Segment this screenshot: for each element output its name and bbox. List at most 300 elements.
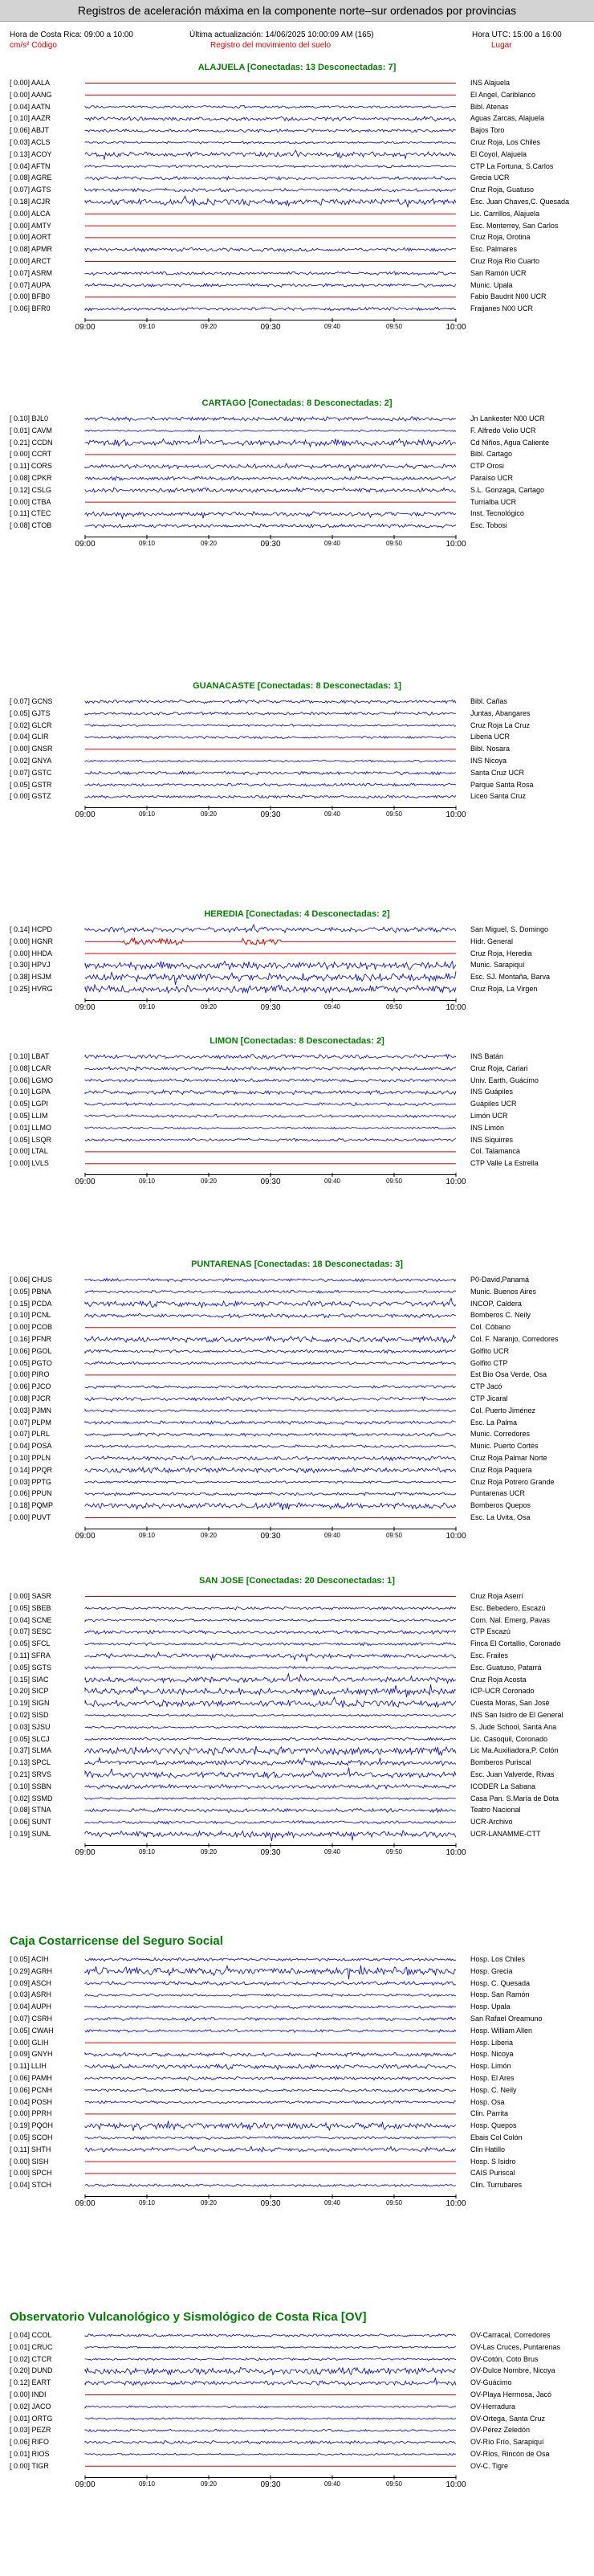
station-place: S. Jude School, Santa Ana — [470, 1722, 557, 1731]
axis-tick-label: 09:30 — [260, 810, 281, 820]
station-code[interactable]: [ 0.06] PJCO — [10, 1382, 51, 1391]
station-place: Hosp. C. Quesada — [470, 1978, 531, 1987]
axis-tick-label: 09:00 — [75, 1847, 96, 1857]
station-code[interactable]: [ 0.05] SFCL — [10, 1639, 51, 1648]
seismogram-trace — [85, 1397, 456, 1401]
seismogram-trace — [85, 1982, 456, 1986]
station-place: San Ramón UCR — [470, 268, 527, 277]
station-code[interactable]: [ 0.08] LCAR — [10, 1063, 51, 1072]
station-place: INCOP, Caldera — [470, 1299, 522, 1308]
seismogram-trace — [85, 736, 456, 738]
seismogram-trace — [85, 1758, 456, 1766]
station-code[interactable]: [ 0.12] CSLG — [10, 485, 52, 494]
seismogram-trace — [85, 271, 456, 276]
group-title: SAN JOSE [Conectadas: 20 Desconectadas: 1] — [199, 1576, 395, 1586]
seismogram-trace — [85, 1714, 456, 1717]
station-code[interactable]: [ 0.08] APMR — [10, 245, 53, 254]
station-code[interactable]: [ 0.07] PLPM — [10, 1418, 52, 1427]
station-code[interactable]: [ 0.02] JACO — [10, 2402, 51, 2411]
station-code[interactable]: [ 0.00] LTAL — [10, 1147, 48, 1156]
station-code[interactable]: [ 0.12] EART — [10, 2378, 51, 2387]
station-code[interactable]: [ 0.14] HCPD — [10, 925, 53, 933]
station-code[interactable]: [ 0.10] SSBN — [10, 1782, 52, 1790]
station-place: Limón UCR — [470, 1112, 508, 1120]
station-place: OV-Cotón, Coto Brus — [470, 2354, 539, 2363]
station-place: Hidr. General — [470, 937, 514, 945]
station-place: F. Alfredo Volio UCR — [470, 426, 536, 435]
station-code[interactable]: [ 0.18] PQMP — [10, 1501, 54, 1510]
station-code[interactable]: [ 0.11] CORS — [10, 462, 52, 471]
station-code[interactable]: [ 0.05] GJTS — [10, 708, 51, 717]
station-code[interactable]: [ 0.00] PIRO — [10, 1370, 50, 1379]
station-code[interactable]: [ 0.00] SASR — [10, 1592, 52, 1600]
station-code[interactable]: [ 0.05] LLIM — [10, 1112, 48, 1120]
station-code[interactable]: [ 0.06] CHUS — [10, 1276, 53, 1284]
seismogram-trace — [85, 247, 456, 251]
station-code[interactable]: [ 0.15] SIAC — [10, 1675, 49, 1684]
disconnected-trace — [85, 938, 456, 945]
station-place: Col. Puerto Jiménez — [470, 1406, 536, 1415]
seismogram-trace — [85, 196, 456, 206]
station-code[interactable]: [ 0.04] AATN — [10, 102, 51, 111]
station-code[interactable]: [ 0.05] SGTS — [10, 1663, 52, 1672]
station-code[interactable]: [ 0.06] BFR0 — [10, 304, 51, 313]
station-code[interactable]: [ 0.20] DUND — [10, 2366, 53, 2375]
station-code[interactable]: [ 0.09] GNYH — [10, 2050, 53, 2059]
axis-tick-label: 09:20 — [200, 2480, 218, 2488]
station-code[interactable]: [ 0.21] CCDN — [10, 438, 53, 447]
time-axis — [85, 1845, 456, 1846]
station-code[interactable]: [ 0.11] SFRA — [10, 1651, 51, 1659]
station-code[interactable]: [ 0.01] CRUC — [10, 2342, 53, 2351]
station-place: Cruz Roja Potrero Grande — [470, 1477, 555, 1486]
group-title: CARTAGO [Conectadas: 8 Desconectadas: 2] — [201, 398, 393, 408]
axis-tick-label: 09:50 — [385, 810, 403, 819]
station-place: Aguas Zarcas, Alajuela — [470, 114, 545, 123]
station-code[interactable]: [ 0.19] PQOH — [10, 2121, 54, 2130]
station-code[interactable]: [ 0.09] ASCH — [10, 1978, 52, 1987]
station-code[interactable]: [ 0.00] ARCT — [10, 257, 51, 265]
station-code[interactable]: [ 0.10] PPLN — [10, 1454, 51, 1462]
station-place: Esc. La Uvita, Osa — [470, 1513, 531, 1521]
seismogram-trace — [85, 1421, 456, 1425]
station-code[interactable]: [ 0.18] ACJR — [10, 198, 51, 206]
axis-tick-label: 09:10 — [138, 810, 156, 819]
station-code[interactable]: [ 0.05] LSQR — [10, 1135, 52, 1144]
station-code[interactable]: [ 0.06] PPUN — [10, 1489, 52, 1498]
seismogram-trace — [85, 1784, 456, 1789]
station-place: Cruz Roja Aserrí — [470, 1592, 524, 1600]
seismogram-trace — [85, 2052, 456, 2056]
station-code[interactable]: [ 0.00] GSTZ — [10, 792, 51, 801]
station-code[interactable]: [ 0.02] CTCR — [10, 2354, 52, 2363]
station-code[interactable]: [ 0.01] CAVM — [10, 426, 52, 435]
station-place: Guápiles UCR — [470, 1100, 517, 1108]
station-code[interactable]: [ 0.07] ASRM — [10, 268, 53, 277]
station-code[interactable]: [ 0.21] SRVS — [10, 1770, 51, 1778]
station-place: OV-Las Cruces, Puntarenas — [470, 2342, 561, 2351]
station-place: Hosp. Quepos — [470, 2121, 517, 2130]
station-code[interactable]: [ 0.00] GLIH — [10, 2038, 49, 2047]
station-code[interactable]: [ 0.38] HSJM — [10, 973, 52, 982]
station-code[interactable]: [ 0.07] CSRH — [10, 2015, 53, 2023]
station-code[interactable]: [ 0.00] AALA — [10, 79, 51, 87]
station-code[interactable]: [ 0.01] RIOS — [10, 2450, 50, 2458]
station-code[interactable]: [ 0.05] CWAH — [10, 2026, 54, 2035]
station-code[interactable]: [ 0.00] PCOB — [10, 1323, 53, 1332]
seismogram-trace — [85, 2088, 456, 2092]
seismogram-trace — [85, 2100, 456, 2104]
station-place: Cd Niños, Agua Caliente — [470, 438, 550, 447]
station-code[interactable]: [ 0.10] LBAT — [10, 1052, 50, 1060]
time-axis — [85, 1174, 456, 1175]
axis-tick-label: 10:00 — [446, 1531, 466, 1541]
station-code[interactable]: [ 0.19] SIGN — [10, 1699, 50, 1708]
station-code[interactable]: [ 0.11] CTEC — [10, 509, 51, 518]
station-code[interactable]: [ 0.00] HHDA — [10, 949, 53, 957]
station-code[interactable]: [ 0.37] SLMA — [10, 1746, 52, 1755]
station-code[interactable]: [ 0.00] SPCH — [10, 2169, 52, 2178]
station-code[interactable]: [ 0.29] AGRH — [10, 1966, 53, 1975]
station-place: Cruz Roja, Orotina — [470, 233, 531, 242]
station-code[interactable]: [ 0.06] ABJT — [10, 126, 50, 135]
seismogram-trace — [85, 1643, 456, 1646]
station-code[interactable]: [ 0.07] GCNS — [10, 697, 53, 705]
station-place: Finca El Cortallio, Coronado — [470, 1639, 561, 1648]
station-place: Bomberos Puriscal — [470, 1758, 531, 1767]
seismogram-trace — [85, 1468, 456, 1473]
station-code[interactable]: [ 0.00] GNSR — [10, 745, 53, 753]
axis-tick-label: 09:00 — [75, 2199, 96, 2208]
station-code[interactable]: [ 0.25] HVRG — [10, 985, 53, 993]
station-code[interactable]: [ 0.13] SPCL — [10, 1758, 51, 1767]
seismogram-trace — [85, 512, 456, 519]
station-place: Cruz Roja Río Cuarto — [470, 257, 540, 265]
station-code[interactable]: [ 0.03] PPTG — [10, 1477, 52, 1486]
station-place: Hosp. S Isidro — [470, 2157, 516, 2166]
place-link[interactable]: Lugar — [491, 41, 512, 50]
station-code[interactable]: [ 0.10] AAZR — [10, 114, 51, 123]
station-place: Jn Lankester N00 UCR — [470, 414, 545, 423]
station-code[interactable]: [ 0.07] AGTS — [10, 186, 51, 194]
seismogram-trace — [85, 463, 456, 471]
station-code[interactable]: [ 0.00] AANG — [10, 90, 52, 99]
station-code[interactable]: [ 0.11] SHTH — [10, 2145, 51, 2153]
seismogram-trace — [85, 105, 456, 108]
station-code[interactable]: [ 0.00] ALCA — [10, 209, 51, 218]
station-place: Hosp. Limón — [470, 2062, 511, 2071]
station-place: OV-Ríos, Rincón de Osa — [470, 2450, 550, 2458]
seismogram-trace — [85, 1386, 456, 1389]
station-code[interactable]: [ 0.10] BJL0 — [10, 414, 49, 423]
station-code[interactable]: [ 0.01] ORTG — [10, 2414, 53, 2423]
seismogram-trace — [85, 2334, 456, 2337]
station-code[interactable]: [ 0.11] LLIH — [10, 2062, 47, 2071]
station-place: CTP Valle La Estrella — [470, 1159, 539, 1168]
station-place: Liceo Santa Cruz — [470, 792, 527, 801]
station-code[interactable]: [ 0.30] HPVJ — [10, 961, 51, 970]
station-place: Bajos Toro — [470, 126, 505, 135]
seismogram-trace — [85, 1994, 456, 1996]
axis-tick-label: 09:40 — [323, 1002, 341, 1010]
station-place: El Coyol, Alajuela — [470, 149, 527, 158]
station-code[interactable]: [ 0.04] STCH — [10, 2181, 52, 2190]
station-code[interactable]: [ 0.06] RIFO — [10, 2438, 50, 2447]
seismogram-trace — [85, 1127, 456, 1129]
station-place: Teatro Nacional — [470, 1806, 521, 1815]
axis-tick-label: 09:10 — [138, 2199, 156, 2207]
seismogram-trace — [85, 2184, 456, 2187]
station-place: INS Alajuela — [470, 79, 511, 87]
station-code[interactable]: [ 0.03] ACLS — [10, 138, 51, 146]
station-code[interactable]: [ 0.08] PJCR — [10, 1394, 51, 1402]
seismogram-trace — [85, 1606, 456, 1610]
station-place: INS Guápiles — [470, 1088, 514, 1096]
group-title: HEREDIA [Conectadas: 4 Desconectadas: 2] — [204, 909, 390, 919]
station-code[interactable]: [ 0.00] AMTY — [10, 221, 52, 230]
station-code[interactable]: [ 0.08] STNA — [10, 1806, 51, 1815]
axis-tick-label: 09:00 — [75, 1002, 96, 1012]
seismogram-trace — [85, 435, 456, 447]
station-code[interactable]: [ 0.00] PUVT — [10, 1513, 51, 1521]
station-code[interactable]: [ 0.00] PPRH — [10, 2109, 52, 2118]
station-code[interactable]: [ 0.05] PGTO — [10, 1358, 52, 1367]
station-place: OV-Dulce Nombre, Nicoya — [470, 2366, 555, 2375]
code-link[interactable]: cm/s² Código — [10, 41, 57, 50]
seismogram-trace — [85, 1492, 456, 1496]
station-code[interactable]: [ 0.16] PFNR — [10, 1335, 52, 1343]
station-place: OV-Herradura — [470, 2402, 516, 2411]
station-code[interactable]: [ 0.00] CTBA — [10, 497, 51, 506]
seismogram-trace — [85, 2076, 456, 2080]
station-place: Com. Nal. Emerg, Pavas — [470, 1615, 551, 1624]
station-code[interactable]: [ 0.05] SLCJ — [10, 1734, 50, 1743]
record-link[interactable]: Registro del movimiento del suelo — [210, 41, 332, 50]
station-code[interactable]: [ 0.06] PGOL — [10, 1346, 52, 1355]
station-place: Cruz Roja La Cruz — [470, 721, 531, 729]
station-place: CTP Orosi — [470, 462, 504, 471]
station-place: Cruz Roja, Cariari — [470, 1063, 528, 1072]
seismogram-trace — [85, 1456, 456, 1461]
station-place: Clin. Parrita — [470, 2109, 509, 2118]
station-place: OV-Pérez Zeledón — [470, 2426, 531, 2435]
station-code[interactable]: [ 0.05] ACIH — [10, 1955, 49, 1963]
station-code[interactable]: [ 0.06] SUNT — [10, 1818, 52, 1827]
station-place: Col. Talamanca — [470, 1147, 520, 1156]
station-code[interactable]: [ 0.07] SESC — [10, 1627, 52, 1636]
station-place: P0-David,Panamá — [470, 1276, 530, 1284]
station-code[interactable]: [ 0.00] CCRT — [10, 450, 52, 459]
seismogram-trace — [85, 1697, 456, 1708]
seismogram-trace — [85, 1299, 456, 1308]
axis-tick-label: 10:00 — [446, 540, 466, 549]
axis-tick-label: 09:20 — [200, 2199, 218, 2207]
axis-tick-label: 09:00 — [75, 540, 96, 549]
station-code[interactable]: [ 0.00] INDI — [10, 2390, 47, 2398]
station-place: Puntarenas UCR — [470, 1489, 526, 1498]
station-place: Bibl. Nosara — [470, 745, 511, 753]
seismogram-trace — [85, 2121, 456, 2131]
station-code[interactable]: [ 0.14] PPQR — [10, 1465, 53, 1474]
axis-tick-label: 09:10 — [138, 1002, 156, 1010]
station-code[interactable]: [ 0.00] SISH — [10, 2157, 49, 2166]
station-place: Esc. SJ. Montaña, Barva — [470, 973, 551, 982]
station-place: Liberia UCR — [470, 733, 511, 741]
station-code[interactable]: [ 0.19] SUNL — [10, 1830, 51, 1838]
station-place: Fabio Baudrit N00 UCR — [470, 292, 547, 301]
seismogram-trace — [85, 308, 456, 311]
seismogram-trace — [85, 1666, 456, 1669]
station-code[interactable]: [ 0.05] SCOH — [10, 2133, 53, 2141]
seismogram-trace — [85, 1631, 456, 1635]
station-place: CAIS Puriscal — [470, 2169, 515, 2178]
station-place: Cruz Roja Acosta — [470, 1675, 527, 1684]
axis-tick-label: 09:20 — [200, 540, 218, 547]
axis-tick-label: 09:10 — [138, 1847, 156, 1855]
group-title: Caja Costarricense del Seguro Social — [10, 1934, 223, 1948]
station-code[interactable]: [ 0.03] PJMN — [10, 1406, 52, 1415]
station-code[interactable]: [ 0.07] AUPA — [10, 280, 51, 289]
station-place: INS Nicoya — [470, 757, 507, 765]
axis-tick-label: 09:20 — [200, 1178, 218, 1185]
station-code[interactable]: [ 0.05] PBNA — [10, 1287, 52, 1296]
axis-tick-label: 09:00 — [75, 2480, 96, 2489]
axis-tick-label: 10:00 — [446, 1847, 466, 1857]
seismogram-trace — [85, 176, 456, 180]
station-place: Hosp. San Ramón — [470, 1990, 530, 1999]
station-code[interactable]: [ 0.00] TIGR — [10, 2461, 49, 2470]
seismogram-trace — [85, 1767, 456, 1778]
axis-tick-label: 09:40 — [323, 2480, 341, 2488]
axis-tick-label: 09:00 — [75, 1531, 96, 1541]
station-code[interactable]: [ 0.01] LLMO — [10, 1123, 52, 1132]
station-code[interactable]: [ 0.00] LVLS — [10, 1159, 49, 1168]
station-code[interactable]: [ 0.03] ASRH — [10, 1990, 52, 1999]
station-place: Cruz Roja Paquera — [470, 1465, 532, 1474]
axis-tick-label: 09:50 — [385, 1178, 403, 1185]
station-code[interactable]: [ 0.10] LGPA — [10, 1088, 51, 1096]
station-code[interactable]: [ 0.08] CPKR — [10, 474, 52, 482]
station-code[interactable]: [ 0.00] BFB0 — [10, 292, 51, 301]
station-code[interactable]: [ 0.06] PAMH — [10, 2074, 52, 2082]
seismogram-trace — [85, 488, 456, 492]
station-place: Hosp. Upala — [470, 2002, 511, 2011]
station-code[interactable]: [ 0.05] GSTR — [10, 780, 52, 789]
seismogram-trace — [85, 1445, 456, 1448]
seismogram-trace — [85, 417, 456, 422]
seismogram-trace — [85, 2418, 456, 2420]
station-code[interactable]: [ 0.04] POSA — [10, 1442, 52, 1451]
group-title: LIMON [Conectadas: 8 Desconectadas: 2] — [210, 1036, 384, 1046]
station-place: Hosp. William Allen — [470, 2026, 533, 2035]
station-code[interactable]: [ 0.03] SJSU — [10, 1722, 51, 1731]
station-place: UCR-Archivo — [470, 1818, 513, 1827]
station-code[interactable]: [ 0.08] CTOB — [10, 521, 52, 530]
station-place: Clin. Turrubares — [470, 2181, 523, 2190]
station-code[interactable]: [ 0.00] HGNR — [10, 937, 54, 945]
station-place: Fraijanes N00 UCR — [470, 304, 534, 313]
axis-tick-label: 10:00 — [446, 2480, 466, 2489]
seismogram-trace — [85, 1361, 456, 1365]
station-code[interactable]: [ 0.04] CCOL — [10, 2331, 52, 2339]
axis-tick-label: 10:00 — [446, 2199, 466, 2208]
station-code[interactable]: [ 0.04] POSH — [10, 2097, 53, 2106]
station-place: Esc. Bebedero, Escazú — [470, 1603, 546, 1612]
station-place: Hosp. Los Chiles — [470, 1955, 526, 1963]
seismogram-trace — [85, 1115, 456, 1118]
station-code[interactable]: [ 0.05] SBEB — [10, 1603, 51, 1612]
station-code[interactable]: [ 0.04] SCNE — [10, 1615, 52, 1624]
axis-tick-label: 09:50 — [385, 540, 403, 547]
station-code[interactable]: [ 0.04] GLIR — [10, 733, 49, 741]
station-code[interactable]: [ 0.07] PLRL — [10, 1430, 51, 1439]
station-code[interactable]: [ 0.15] PCDA — [10, 1299, 52, 1308]
station-place: Cuesta Moras, San José — [470, 1699, 550, 1708]
station-place: Turrialba UCR — [470, 497, 517, 506]
station-code[interactable]: [ 0.02] GNYA — [10, 757, 52, 765]
station-place: Bibl. Atenas — [470, 102, 509, 111]
station-place: Santa Cruz UCR — [470, 768, 525, 777]
station-code[interactable]: [ 0.04] AFTN — [10, 161, 51, 170]
station-place: Bomberos Quepos — [470, 1501, 531, 1510]
station-place: Col. Cóbano — [470, 1323, 511, 1332]
seismogram-trace — [85, 1410, 456, 1412]
seismogram-trace — [85, 1674, 456, 1684]
station-code[interactable]: [ 0.08] AGRE — [10, 174, 52, 182]
station-place: UCR-LANAMME-CTT — [470, 1830, 541, 1838]
axis-tick-label: 09:30 — [260, 1178, 281, 1186]
axis-tick-label: 09:40 — [323, 323, 341, 330]
seismogram-trace — [85, 700, 456, 704]
axis-tick-label: 09:40 — [323, 1178, 341, 1185]
station-place: Esc. Juan Chaves,C. Quesada — [470, 198, 570, 206]
seismogram-trace — [85, 712, 456, 715]
station-place: Lic. Carrillos, Alajuela — [470, 209, 540, 218]
seismogram-trace — [85, 1619, 456, 1622]
station-code[interactable]: [ 0.10] PCNL — [10, 1311, 51, 1320]
station-code[interactable]: [ 0.04] AUPH — [10, 2002, 52, 2011]
station-code[interactable]: [ 0.03] PEZR — [10, 2426, 51, 2435]
seismogram-trace — [85, 141, 456, 144]
seismogram-trace — [85, 925, 456, 933]
station-code[interactable]: [ 0.13] ACOY — [10, 149, 52, 158]
page-title: Registros de aceleración máxima en la componente norte–sur ordenados por provincias — [0, 0, 594, 22]
station-code[interactable]: [ 0.02] GLCR — [10, 721, 52, 729]
seismogram-trace — [85, 188, 456, 192]
station-place: Cruz Roja Palmar Norte — [470, 1454, 547, 1462]
station-code[interactable]: [ 0.00] AORT — [10, 233, 51, 242]
station-code[interactable]: [ 0.06] LGMO — [10, 1076, 54, 1084]
seismogram-trace — [85, 971, 456, 985]
station-code[interactable]: [ 0.02] SISD — [10, 1711, 49, 1719]
axis-tick-label: 10:00 — [446, 810, 466, 820]
station-place: Ebais Col Colón — [470, 2133, 523, 2141]
station-code[interactable]: [ 0.05] LGPI — [10, 1100, 49, 1108]
seismogram-trace — [85, 1821, 456, 1824]
seismogram-trace — [85, 2146, 456, 2152]
station-code[interactable]: [ 0.20] SICP — [10, 1687, 49, 1696]
station-place: Lic Ma.Auxiliadora,P. Colón — [470, 1746, 559, 1755]
station-code[interactable]: [ 0.02] SSMD — [10, 1794, 53, 1802]
station-place: Est Bio Osa Verde, Osa — [470, 1370, 547, 1379]
seismogram-trace — [85, 1433, 456, 1437]
station-code[interactable]: [ 0.06] PCNH — [10, 2085, 53, 2094]
seismogram-trace — [85, 476, 456, 480]
axis-tick-label: 09:50 — [385, 2199, 403, 2207]
station-code[interactable]: [ 0.07] GSTC — [10, 768, 52, 777]
seismogram-trace — [85, 783, 456, 786]
time-axis — [85, 807, 456, 808]
